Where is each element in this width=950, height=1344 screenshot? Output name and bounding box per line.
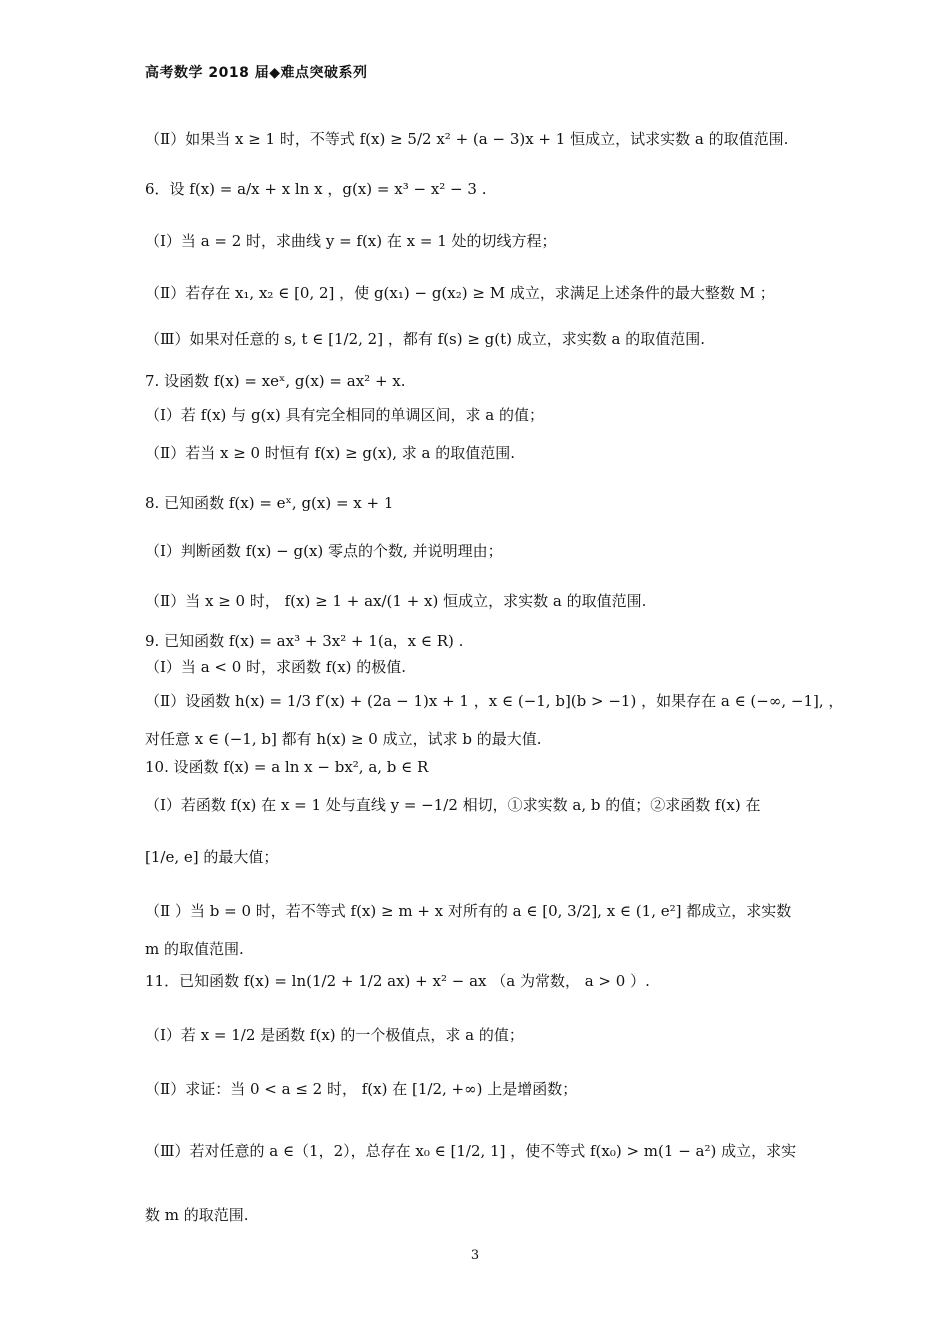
document-header: 高考数学 2018 届◆难点突破系列 xyxy=(145,65,368,81)
problem-11-statement: 11．已知函数 f(x) = ln(1/2 + 1/2 ax) + x² − ax （a 为常数， a > 0 ）. xyxy=(145,972,650,990)
problem-10-part-1: （Ⅰ）若函数 f(x) 在 x = 1 处与直线 y = −1/2 相切，①求实数 a, b 的值；②求函数 f(x) 在 xyxy=(145,796,761,814)
problem-9-part-2-continued: 对任意 x ∈ (−1, b] 都有 h(x) ≥ 0 成立，试求 b 的最大值. xyxy=(145,730,542,748)
problem-9-statement: 9. 已知函数 f(x) = ax³ + 3x² + 1(a，x ∈ R) . xyxy=(145,632,464,650)
problem-7-part-2: （Ⅱ）若当 x ≥ 0 时恒有 f(x) ≥ g(x), 求 a 的取值范围. xyxy=(145,444,515,462)
problem-6-part-1: （Ⅰ）当 a = 2 时，求曲线 y = f(x) 在 x = 1 处的切线方程； xyxy=(145,232,557,250)
problem-9-part-1: （Ⅰ）当 a < 0 时，求函数 f(x) 的极值. xyxy=(145,658,407,676)
problem-5-part-2: （Ⅱ）如果当 x ≥ 1 时，不等式 f(x) ≥ 5/2 x² + (a − 3)x + 1 恒成立，试求实数 a 的取值范围. xyxy=(145,130,789,148)
problem-11-part-2: （Ⅱ）求证：当 0 < a ≤ 2 时， f(x) 在 [1/2, +∞) 上是增函数； xyxy=(145,1080,578,1098)
problem-8-statement: 8. 已知函数 f(x) = eˣ, g(x) = x + 1 xyxy=(145,494,394,512)
problem-6-part-2: （Ⅱ）若存在 x₁, x₂ ∈ [0, 2] ，使 g(x₁) − g(x₂) ≥ M 成立，求满足上述条件的最大整数 M ； xyxy=(145,284,775,302)
problem-7-statement: 7. 设函数 f(x) = xeˣ, g(x) = ax² + x. xyxy=(145,372,406,390)
problem-7-part-1: （Ⅰ）若 f(x) 与 g(x) 具有完全相同的单调区间，求 a 的值； xyxy=(145,406,544,424)
problem-10-statement: 10. 设函数 f(x) = a ln x − bx², a, b ∈ R xyxy=(145,758,429,776)
problem-11-part-1: （Ⅰ）若 x = 1/2 是函数 f(x) 的一个极值点，求 a 的值； xyxy=(145,1026,524,1044)
problem-8-part-1: （Ⅰ）判断函数 f(x) − g(x) 零点的个数, 并说明理由； xyxy=(145,542,503,560)
problem-6-statement: 6．设 f(x) = a/x + x ln x ，g(x) = x³ − x² − 3 . xyxy=(145,180,487,198)
problem-10-part-1-continued: [1/e, e] 的最大值； xyxy=(145,848,279,866)
problem-11-part-3-continued: 数 m 的取范围. xyxy=(145,1206,249,1224)
problem-9-part-2: （Ⅱ）设函数 h(x) = 1/3 f′(x) + (2a − 1)x + 1 ，x ∈ (−1, b](b > −1) ，如果存在 a ∈ (−∞, −1], ， xyxy=(145,692,844,710)
problem-10-part-2: （Ⅱ ）当 b = 0 时，若不等式 f(x) ≥ m + x 对所有的 a ∈ [0, 3/2], x ∈ (1, e²] 都成立，求实数 xyxy=(145,902,792,920)
page-number: 3 xyxy=(470,1248,480,1263)
problem-11-part-3: （Ⅲ）若对任意的 a ∈（1，2），总存在 x₀ ∈ [1/2, 1] ，使不等式 f(x₀) > m(1 − a²) 成立，求实 xyxy=(145,1142,797,1160)
header-divider xyxy=(145,88,808,89)
problem-10-part-2-continued: m 的取值范围. xyxy=(145,940,244,958)
problem-8-part-2: （Ⅱ）当 x ≥ 0 时， f(x) ≥ 1 + ax/(1 + x) 恒成立，求实数 a 的取值范围. xyxy=(145,592,647,610)
problem-6-part-3: （Ⅲ）如果对任意的 s, t ∈ [1/2, 2] ，都有 f(s) ≥ g(t) 成立，求实数 a 的取值范围. xyxy=(145,330,706,348)
